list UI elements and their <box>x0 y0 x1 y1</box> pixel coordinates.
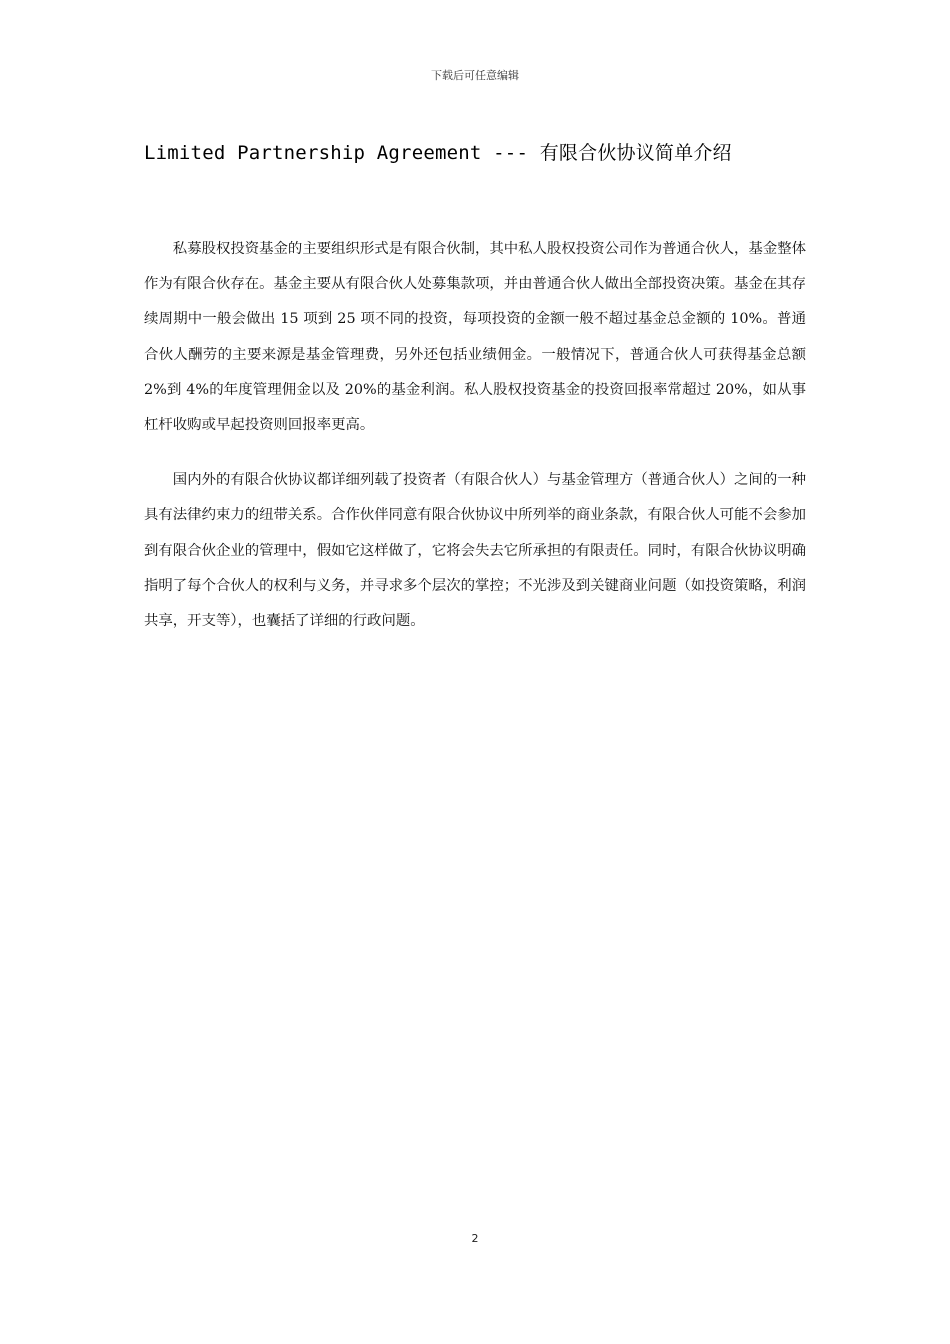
page-header-note: 下载后可任意编辑 <box>431 69 519 82</box>
document-body <box>144 232 806 659</box>
document-title: Limited Partnership Agreement --- 有限合伙协议简单介绍 <box>144 142 732 164</box>
body-paragraph-2: 国内外的有限合伙协议都详细列载了投资者（有限合伙人）与基金管理方（普通合伙人）之间的一种具有法律约束力的纽带关系。合作伙伴同意有限合伙协议中所列举的商业条款，有限合伙人可能不会参加到有限合伙企业的管理中，假如它这样做了，它将会失去它所承担的有限责任。同时，有限合伙协议明确指明了每个合伙人的权利与义务，并寻求多个层次的掌控；不光涉及到关键商业问题（如投资策略，利润共享，开支等），也囊括了详细的行政问题。 <box>144 472 806 630</box>
page-number: 2 <box>471 1232 479 1245</box>
body-paragraph-1: 私募股权投资基金的主要组织形式是有限合伙制，其中私人股权投资公司作为普通合伙人，基金整体作为有限合伙存在。基金主要从有限合伙人处募集款项，并由普通合伙人做出全部投资决策。基金在其存续周期中一般会做出 15 项到 25 项不同的投资，每项投资的金额一般不超过基金总金额的 10%。普通合伙人酬劳的主要来源是基金管理费，另外还包括业绩佣金。一般情况下，普通合伙人可获得基金总额 2%到 4%的年度管理佣金以及 20%的基金利润。私人股权投资基金的投资回报率常超过 20%，如从事杠杆收购或早起投资则回报率更高。 <box>144 241 806 434</box>
